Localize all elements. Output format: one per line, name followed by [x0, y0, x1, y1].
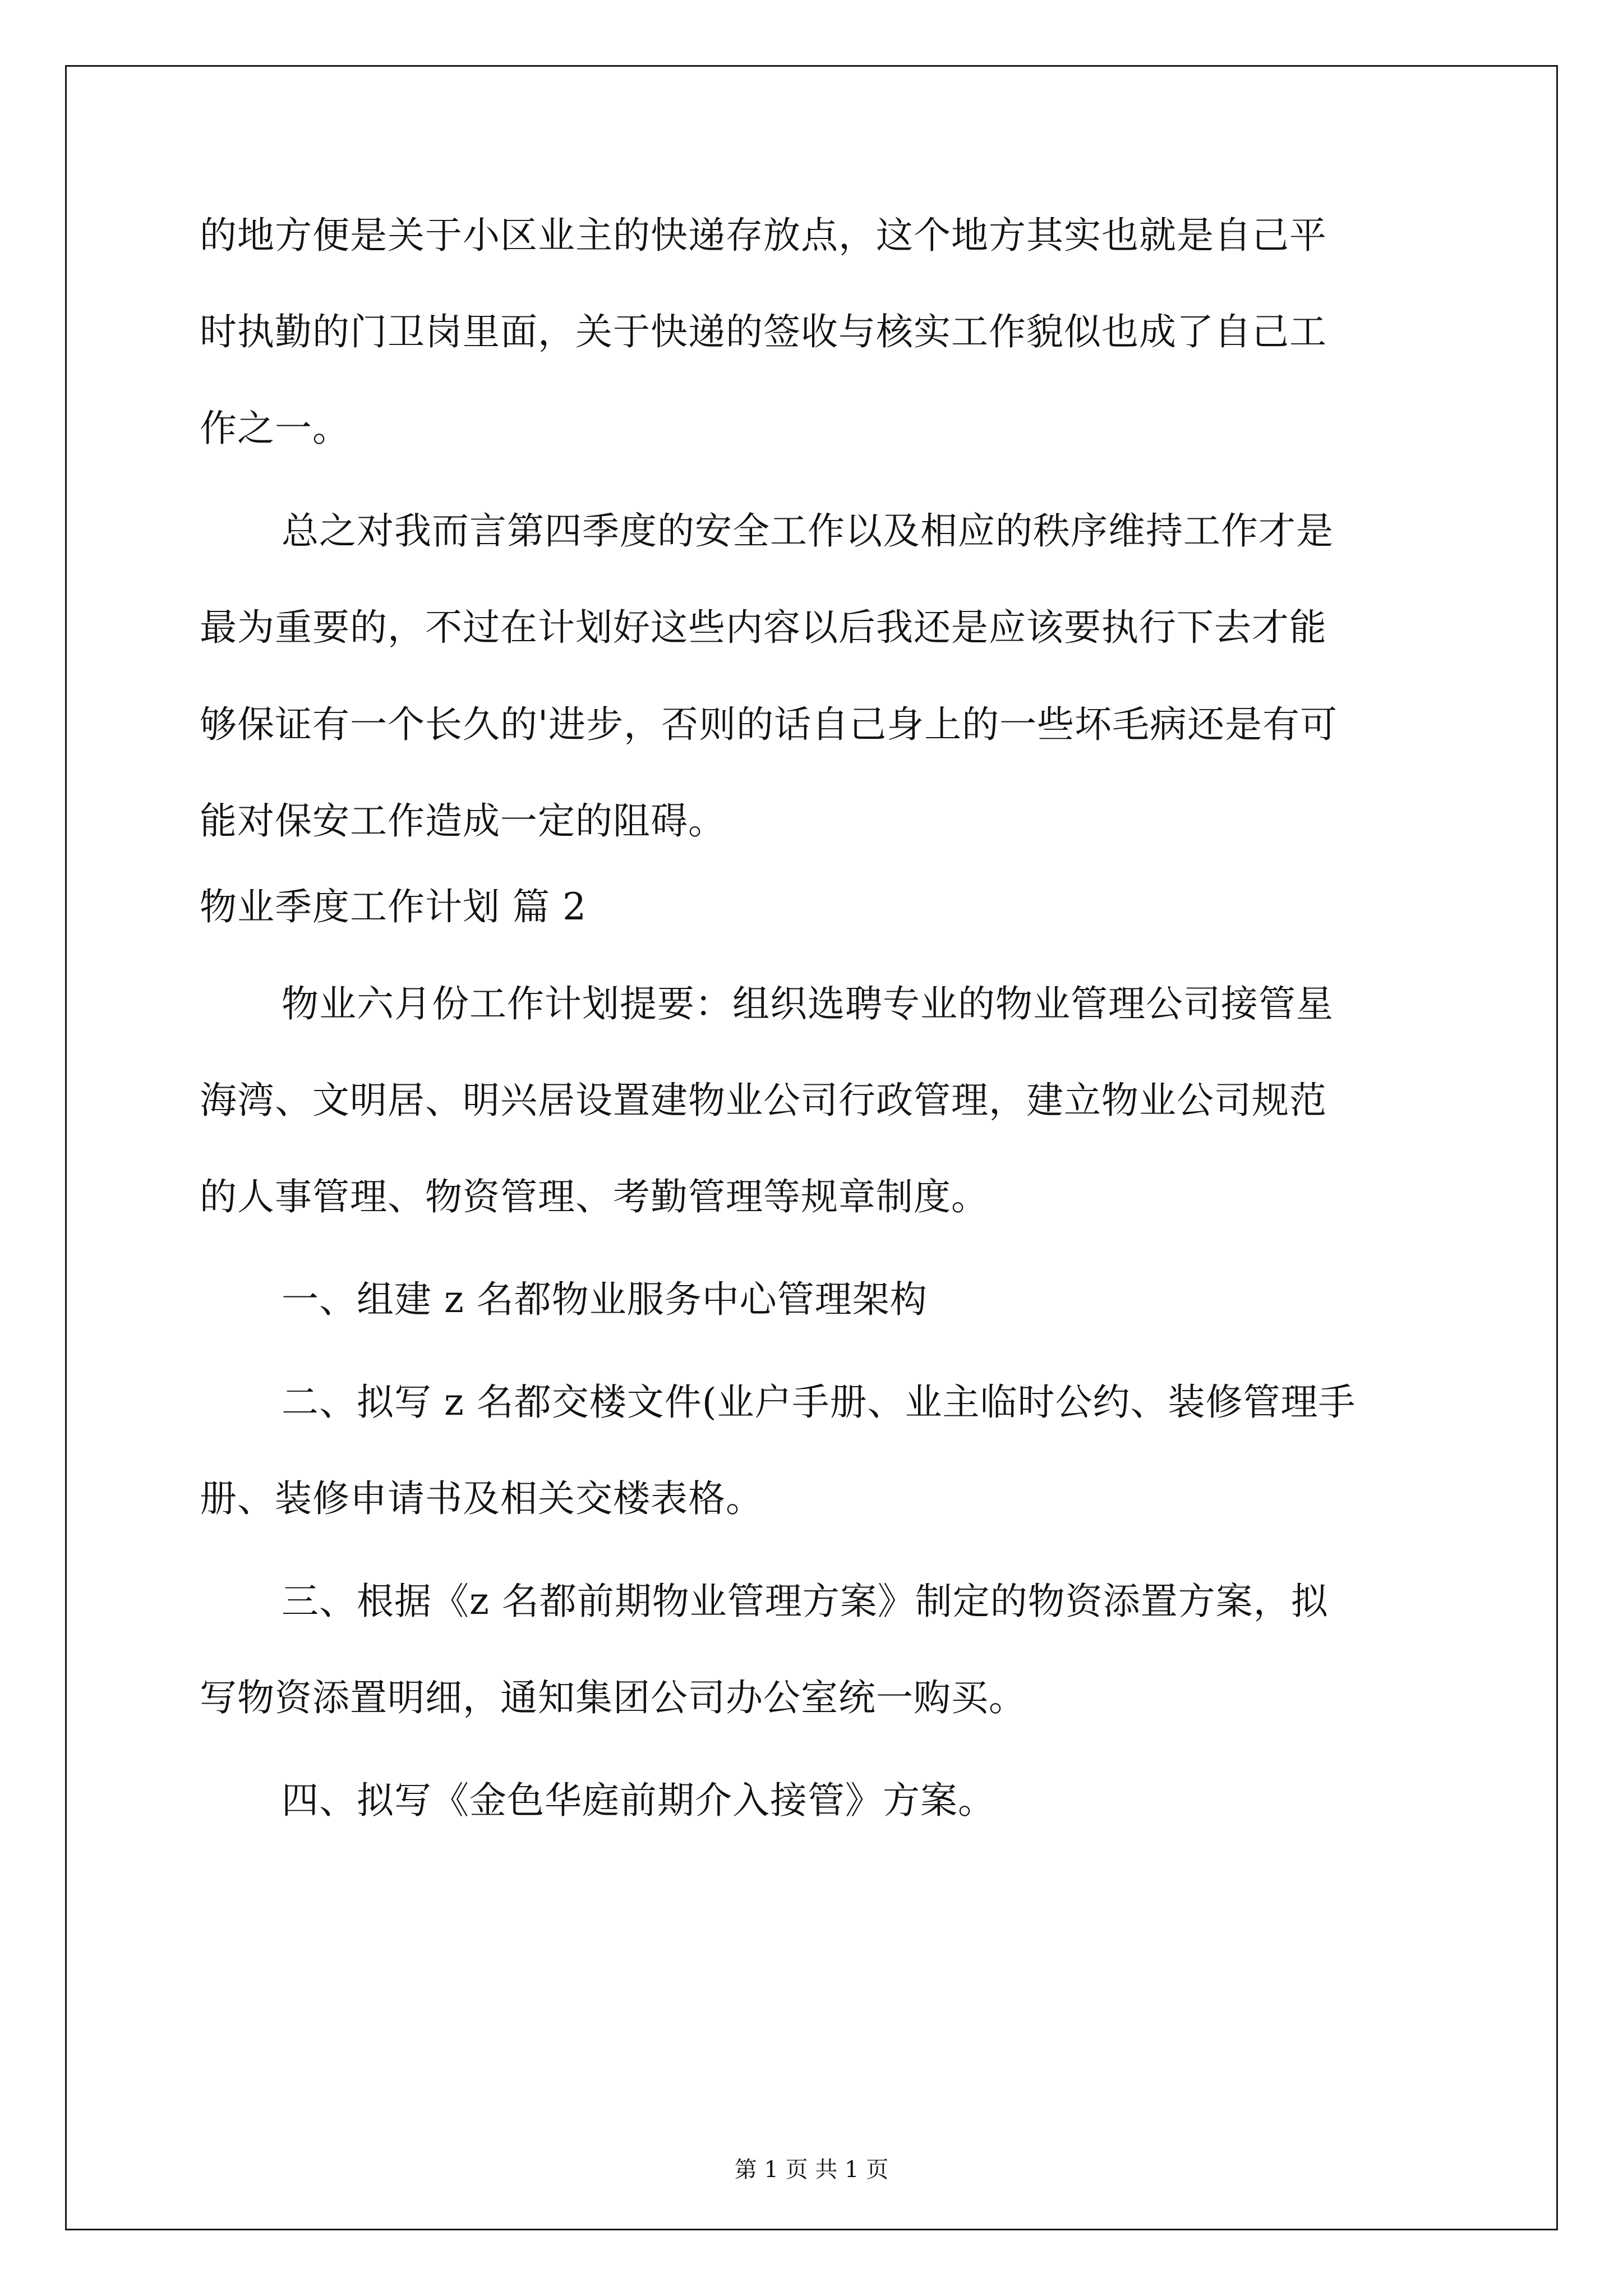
paragraph-line: 物业六月份工作计划提要：组织选聘专业的物业管理公司接管星 — [282, 982, 1334, 1025]
paragraph-line: 海湾、文明居、明兴居设置建物业公司行政管理，建立物业公司规范 — [200, 1079, 1327, 1122]
paragraph-line: 能对保安工作造成一定的阻碍。 — [200, 799, 726, 843]
page-footer: 第 1 页 共 1 页 — [734, 2157, 889, 2183]
list-item: 三、根据《z 名都前期物业管理方案》制定的物资添置方案，拟 — [282, 1580, 1329, 1623]
section-heading: 物业季度工作计划 篇 2 — [200, 885, 587, 928]
list-item: 四、拟写《金色华庭前期介入接管》方案。 — [282, 1779, 995, 1822]
paragraph-line: 的人事管理、物资管理、考勤管理等规章制度。 — [200, 1175, 989, 1218]
paragraph-line: 的地方便是关于小区业主的快递存放点，这个地方其实也就是自己平 — [200, 214, 1327, 257]
paragraph-line: 作之一。 — [200, 407, 350, 450]
paragraph-line: 写物资添置明细，通知集团公司办公室统一购买。 — [200, 1676, 1026, 1719]
paragraph-line: 最为重要的，不过在计划好这些内容以后我还是应该要执行下去才能 — [200, 606, 1327, 649]
paragraph-line: 够保证有一个长久的'进步，否则的话自己身上的一些坏毛病还是有可 — [200, 703, 1338, 746]
paragraph-line: 册、装修申请书及相关交楼表格。 — [200, 1477, 763, 1520]
list-item: 一、组建 z 名都物业服务中心管理架构 — [282, 1278, 928, 1321]
paragraph-line: 总之对我而言第四季度的安全工作以及相应的秩序维持工作才是 — [282, 509, 1334, 553]
list-item: 二、拟写 z 名都交楼文件(业户手册、业主临时公约、装修管理手 — [282, 1381, 1356, 1424]
page-border — [65, 65, 1558, 2230]
paragraph-line: 时执勤的门卫岗里面，关于快递的签收与核实工作貌似也成了自己工 — [200, 310, 1327, 353]
